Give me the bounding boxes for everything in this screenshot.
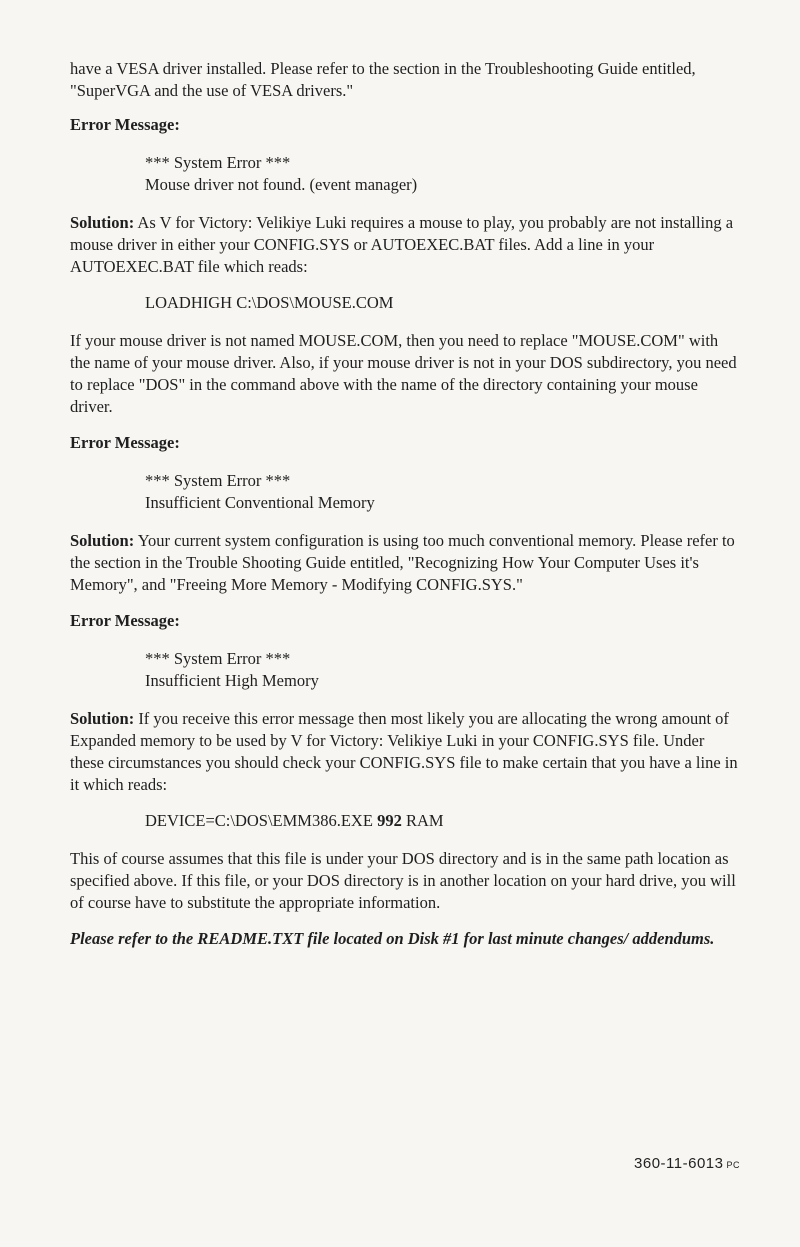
- system-error-title: *** System Error ***: [145, 649, 291, 668]
- part-number-code: 360-11-6013: [634, 1155, 724, 1172]
- solution-text: If you receive this error message then most likely you are allocating the wrong amount of Expanded memory to be used by V for Victory: Velikiye Luki in your CONFIG.SYS file. Under these circumstances you should check your CONFIG.SYS file to make certain that you have a line in it which reads:: [70, 709, 738, 794]
- error-message-heading: Error Message:: [70, 433, 180, 452]
- part-number-suffix: PC: [726, 1160, 740, 1170]
- solution-text: As V for Victory: Velikiye Luki requires a mouse to play, you probably are not installing a mouse driver in either your CONFIG.SYS or AUTOEXEC.BAT files. Add a line in your AUTOEXEC.BAT file which reads:: [70, 213, 734, 276]
- solution-label: Solution:: [70, 531, 135, 550]
- solution-paragraph: [70, 530, 742, 596]
- intro-paragraph: have a VESA driver installed. Please refer to the section in the Troubleshooting Guide entitled, "SuperVGA and the use of VESA drivers.": [70, 59, 696, 100]
- followup-paragraph: If your mouse driver is not named MOUSE.COM, then you need to replace "MOUSE.COM" with the name of your mouse driver. Also, if your mouse driver is not in your DOS subdirectory, you need to replace "DOS" in the command above with the name of the directory containing your mouse driver.: [70, 331, 737, 416]
- system-error-detail: Mouse driver not found. (event manager): [145, 175, 418, 194]
- document-page: [70, 58, 742, 950]
- error-message-heading: Error Message:: [70, 115, 180, 134]
- command-suffix: RAM: [405, 811, 444, 830]
- error-message-heading: Error Message:: [70, 611, 180, 630]
- followup-paragraph: This of course assumes that this file is under your DOS directory and is in the same path location as specified above. If this file, or your DOS directory is in another location on your hard drive, you will of course have to substitute the appropriate information.: [70, 849, 736, 912]
- readme-note: Please refer to the README.TXT file located on Disk #1 for last minute changes/ addendums.: [70, 929, 715, 948]
- system-error-block: [145, 470, 742, 514]
- system-error-detail: Insufficient High Memory: [145, 671, 319, 690]
- system-error-detail: Insufficient Conventional Memory: [145, 493, 375, 512]
- solution-paragraph: [70, 212, 742, 278]
- command-line: LOADHIGH C:\DOS\MOUSE.COM: [145, 293, 394, 312]
- solution-label: Solution:: [70, 709, 135, 728]
- solution-text: Your current system configuration is using too much conventional memory. Please refer to the section in the Trouble Shooting Guide entitled, "Recognizing How Your Computer Uses it's Memory", and "Freeing More Memory - Modifying CONFIG.SYS.": [70, 531, 735, 594]
- system-error-block: [145, 648, 742, 692]
- system-error-title: *** System Error ***: [145, 471, 291, 490]
- command-prefix: DEVICE=C:\DOS\EMM386.EXE: [145, 811, 373, 830]
- command-line: [145, 810, 742, 832]
- part-number: [634, 1153, 740, 1176]
- solution-paragraph: [70, 708, 742, 796]
- system-error-block: [145, 152, 742, 196]
- solution-label: Solution:: [70, 213, 135, 232]
- command-number: 992: [377, 811, 402, 830]
- system-error-title: *** System Error ***: [145, 153, 291, 172]
